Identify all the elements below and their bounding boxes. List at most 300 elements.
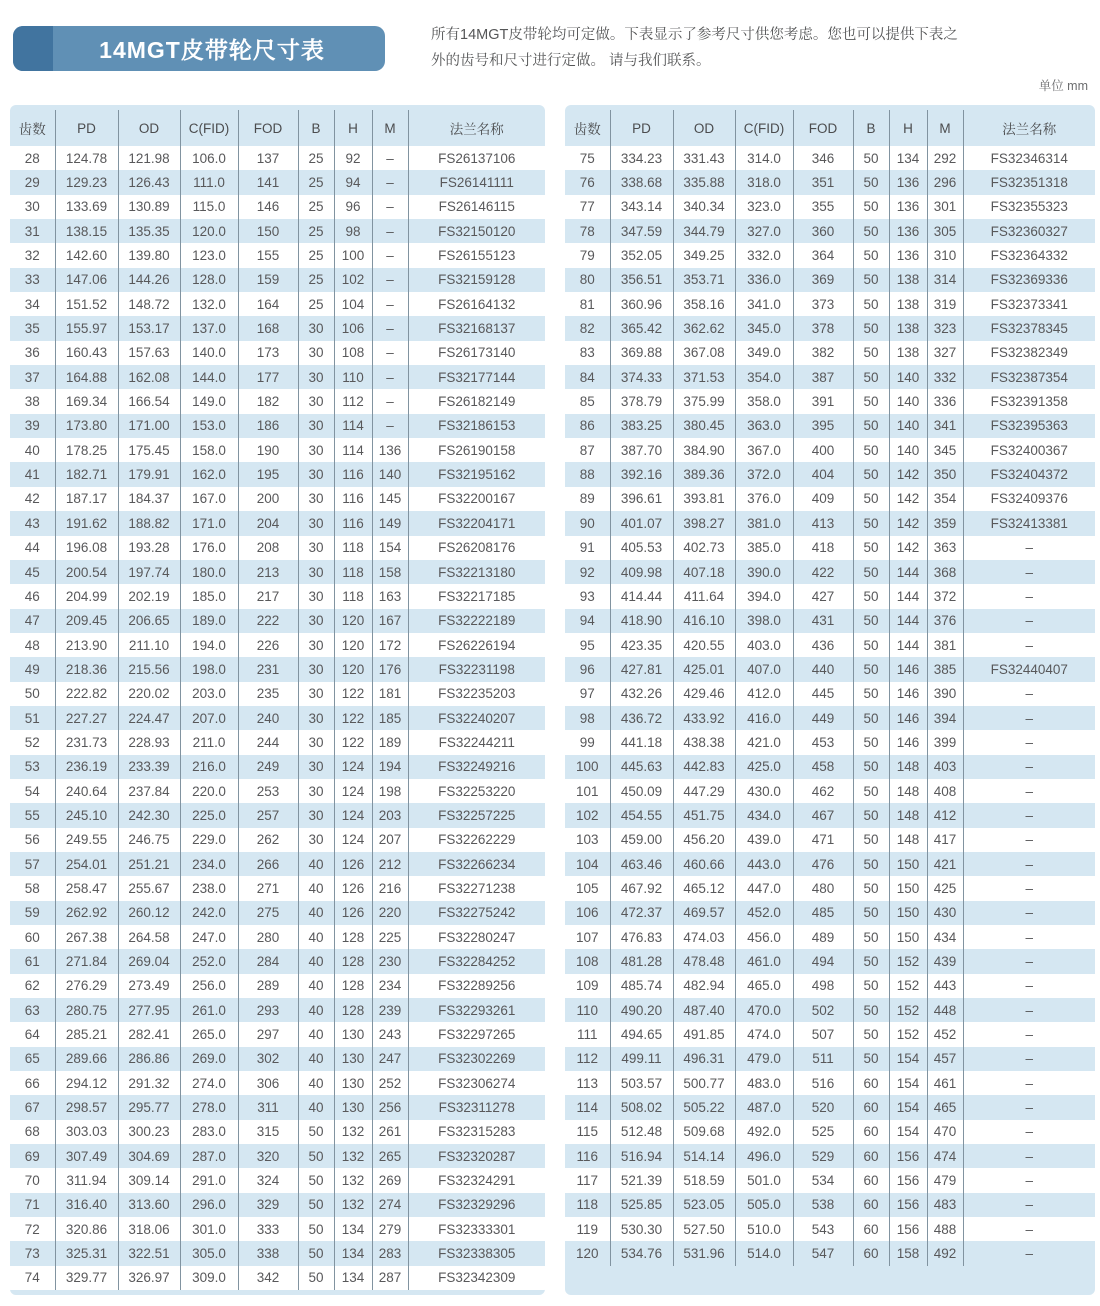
cell: 243 [372,1022,408,1046]
cell: – [372,268,408,292]
cell: 152 [889,949,927,973]
cell: 547 [793,1241,853,1265]
cell: FS32320287 [438,1148,516,1164]
unit-label: 单位 mm [1038,79,1088,93]
table-row [565,755,1095,779]
cell: 240 [238,706,298,730]
cell: 50 [853,146,889,170]
cell: 324 [238,1168,298,1192]
cell: 154 [889,1047,927,1071]
cell: 516 [793,1071,853,1095]
cell: 401.07 [610,511,673,535]
cell: 30 [298,438,334,462]
cell: 296 [927,170,963,194]
cell: 84 [565,365,610,389]
table-row [10,1095,545,1119]
cell: 158.0 [180,438,238,462]
cell: 492 [927,1241,963,1265]
cell: 37 [10,365,55,389]
cell: 200 [238,487,298,511]
cell: 376.0 [735,487,793,511]
cell: FS32369336 [990,272,1068,288]
cell: 70 [10,1168,55,1192]
cell: 543 [793,1217,853,1241]
table-row [10,341,545,365]
cell: FS26190158 [438,442,516,458]
cell: 108 [334,341,372,365]
cell: 258.47 [55,876,118,900]
cell: 262 [238,828,298,852]
cell: 215.56 [118,657,180,681]
cell: 204 [238,511,298,535]
cell: 178.25 [55,438,118,462]
table-row [565,462,1095,486]
cell: 172 [372,633,408,657]
cell: – [1025,759,1033,775]
cell: 186 [238,414,298,438]
cell: 91 [565,536,610,560]
cell: 152 [889,1022,927,1046]
cell: 123.0 [180,243,238,267]
cell: 456.20 [673,828,735,852]
cell: – [1025,710,1033,726]
cell: 332.0 [735,243,793,267]
cell: 508.02 [610,1095,673,1119]
cell: 25 [298,195,334,219]
cell: 134 [334,1217,372,1241]
cell: 98 [565,706,610,730]
cell: 372.0 [735,462,793,486]
cell: – [1025,1124,1033,1140]
cell: 402.73 [673,536,735,560]
table-row [565,730,1095,754]
cell: 216 [372,876,408,900]
column-header: PD [55,110,118,146]
cell: 353.71 [673,268,735,292]
table-row [565,438,1095,462]
cell: 43 [10,511,55,535]
table-row [10,1120,545,1144]
cell: 60 [853,1241,889,1265]
table-row [565,803,1095,827]
cell: FS26173140 [438,345,516,361]
cell: 425 [927,876,963,900]
cell: 438.38 [673,730,735,754]
cell: 50 [853,243,889,267]
cell: 50 [853,657,889,681]
table-row [10,292,545,316]
cell: 407.18 [673,560,735,584]
cell: 342 [238,1266,298,1290]
cell: 130 [334,1071,372,1095]
cell: 217 [238,584,298,608]
cell: 195 [238,462,298,486]
cell: 269.04 [118,949,180,973]
cell: 52 [10,730,55,754]
cell: – [1025,540,1033,556]
cell: 265 [372,1144,408,1168]
cell: 148 [889,803,927,827]
cell: 512.48 [610,1120,673,1144]
cell: 111.0 [180,170,238,194]
cell: 394 [927,706,963,730]
table-row [10,268,545,292]
cell: 60 [853,1071,889,1095]
cell: 126 [334,876,372,900]
cell: 25 [298,170,334,194]
cell: 398.27 [673,511,735,535]
cell: 352.05 [610,243,673,267]
column-header: B [853,110,889,146]
cell: 40 [298,949,334,973]
cell: FS32177144 [438,369,516,385]
cell: 316.40 [55,1193,118,1217]
cell: 518.59 [673,1168,735,1192]
cell: 382 [793,341,853,365]
table-row [10,949,545,973]
cell: 376 [927,609,963,633]
cell: 202.19 [118,584,180,608]
column-header: FOD [238,110,298,146]
cell: 358.16 [673,292,735,316]
cell: 121.98 [118,146,180,170]
cell: 50 [853,706,889,730]
cell: 283 [372,1241,408,1265]
table-row [10,536,545,560]
cell: 340.34 [673,195,735,219]
cell: 345 [927,438,963,462]
cell: 50 [853,925,889,949]
cell: 194.0 [180,633,238,657]
cell: 116 [334,511,372,535]
cell: 146 [889,730,927,754]
cell: 298.57 [55,1095,118,1119]
cell: 305 [927,219,963,243]
cell: 158 [889,1241,927,1265]
cell: 42 [10,487,55,511]
cell: 180.0 [180,560,238,584]
cell: 256.0 [180,974,238,998]
cell: 40 [298,876,334,900]
cell: 50 [853,560,889,584]
cell: 447.0 [735,876,793,900]
table-row [10,1022,545,1046]
table-row [10,998,545,1022]
cell: 502 [793,998,853,1022]
cell: 50 [853,682,889,706]
cell: 514.0 [735,1241,793,1265]
cell: 49 [10,657,55,681]
cell: 373 [793,292,853,316]
cell: 203 [372,803,408,827]
cell: 156 [889,1168,927,1192]
cell: – [1025,1075,1033,1091]
cell: 80 [565,268,610,292]
cell: 191.62 [55,511,118,535]
cell: 50 [853,341,889,365]
table-row [565,560,1095,584]
cell: 443.0 [735,852,793,876]
cell: 30 [10,195,55,219]
cell: 478.48 [673,949,735,973]
cell: FS26137106 [438,150,516,166]
cell: 503.57 [610,1071,673,1095]
cell: 73 [10,1241,55,1265]
cell: 453 [793,730,853,754]
cell: 134 [889,146,927,170]
cell: 120 [334,609,372,633]
cell: 237.84 [118,779,180,803]
cell: 436 [793,633,853,657]
cell: 189 [372,730,408,754]
cell: 114 [334,414,372,438]
cell: 499.11 [610,1047,673,1071]
cell: 481.28 [610,949,673,973]
cell: FS32355323 [990,199,1068,215]
cell: 320 [238,1144,298,1168]
cell: 105 [565,876,610,900]
table-row [10,730,545,754]
cell: – [1025,856,1033,872]
cell: 137 [238,146,298,170]
cell: – [372,414,408,438]
cell: – [1025,734,1033,750]
cell: 445 [793,682,853,706]
cell: 239 [372,998,408,1022]
cell: 249 [238,755,298,779]
cell: 40 [298,1095,334,1119]
cell: 483 [927,1193,963,1217]
cell: 385.0 [735,536,793,560]
table-row [565,268,1095,292]
cell: 50 [853,195,889,219]
table-row [10,146,545,170]
cell: 442.83 [673,755,735,779]
cell: 71 [10,1193,55,1217]
cell: FS32266234 [438,856,516,872]
cell: 104 [334,292,372,316]
cell: FS32306274 [438,1075,516,1091]
cell: 423.35 [610,633,673,657]
cell: 275 [238,901,298,925]
cell: 467.92 [610,876,673,900]
cell: 87 [565,438,610,462]
cell: – [372,219,408,243]
cell: – [1025,686,1033,702]
cell: 177 [238,365,298,389]
cell: 351 [793,170,853,194]
cell: 431 [793,609,853,633]
cell: 304.69 [118,1144,180,1168]
cell: – [1025,929,1033,945]
cell: 347.59 [610,219,673,243]
cell: 154 [889,1120,927,1144]
cell: FS26141111 [439,175,514,191]
cell: – [1025,1002,1033,1018]
cell: 50 [853,876,889,900]
cell: 421.0 [735,730,793,754]
cell: 206.65 [118,609,180,633]
cell: 474.03 [673,925,735,949]
cell: 306 [238,1071,298,1095]
cell: 162.08 [118,365,180,389]
table-row [565,389,1095,413]
cell: 538 [793,1193,853,1217]
cell: 30 [298,341,334,365]
cell: 30 [298,462,334,486]
cell: 411.64 [673,584,735,608]
cell: 434 [927,925,963,949]
cell: 39 [10,414,55,438]
table-row [565,365,1095,389]
cell: 164 [238,292,298,316]
cell: 40 [298,1047,334,1071]
cell: 156 [889,1217,927,1241]
cell: FS32404372 [990,467,1068,483]
cell: 140 [889,438,927,462]
cell: – [1025,637,1033,653]
cell: 60 [10,925,55,949]
cell: 309.14 [118,1168,180,1192]
cell: 112 [334,389,372,413]
table-row [565,1120,1095,1144]
cell: 50 [853,803,889,827]
cell: FS32284252 [438,954,516,970]
table-row [565,949,1095,973]
cell: 97 [565,682,610,706]
cell: 171.0 [180,511,238,535]
cell: 30 [298,609,334,633]
cell: 50 [298,1193,334,1217]
cell: 65 [10,1047,55,1071]
cell: 220.02 [118,682,180,706]
cell: 278.0 [180,1095,238,1119]
cell: FS32378345 [990,321,1068,337]
cell: 432.26 [610,682,673,706]
cell: 132.0 [180,292,238,316]
cell: 414.44 [610,584,673,608]
cell: 40 [298,852,334,876]
cell: FS32150120 [438,223,516,239]
cell: 120.0 [180,219,238,243]
cell: 338 [238,1241,298,1265]
cell: FS32204171 [438,515,516,531]
cell: 144 [889,633,927,657]
cell: 439 [927,949,963,973]
cell: 394.0 [735,584,793,608]
cell: 294.12 [55,1071,118,1095]
cell: 496.31 [673,1047,735,1071]
cell: FS32395363 [990,418,1068,434]
cell: 124.78 [55,146,118,170]
table-row [10,925,545,949]
table-row [565,682,1095,706]
cell: 98 [334,219,372,243]
cell: 534.76 [610,1241,673,1265]
table-row [10,438,545,462]
cell: 46 [10,584,55,608]
cell: 77 [565,195,610,219]
cell: 331.43 [673,146,735,170]
table-row [10,828,545,852]
cell: 490.20 [610,998,673,1022]
cell: 50 [853,511,889,535]
cell: 494 [793,949,853,973]
cell: 249.55 [55,828,118,852]
table-row [10,462,545,486]
cell: 346 [793,146,853,170]
cell: 474.0 [735,1022,793,1046]
cell: 115 [565,1120,610,1144]
column-header: OD [673,110,735,146]
cell: 135.35 [118,219,180,243]
cell: FS32186153 [438,418,516,434]
cell: 144 [889,609,927,633]
table-row [565,316,1095,340]
cell: 146 [889,682,927,706]
cell: 159 [238,268,298,292]
cell: 93 [565,584,610,608]
cell: 285.21 [55,1022,118,1046]
table-row [565,195,1095,219]
cell: 492.0 [735,1120,793,1144]
cell: FS32271238 [438,880,516,896]
cell: 262.92 [55,901,118,925]
cell: 40 [298,925,334,949]
cell: FS32195162 [438,467,516,483]
table-row [565,1217,1095,1241]
cell: FS32315283 [438,1124,516,1140]
table-row [10,195,545,219]
cell: FS32235203 [438,686,516,702]
cell: 381 [927,633,963,657]
cell: 138 [889,268,927,292]
cell: 327.0 [735,219,793,243]
cell: 509.68 [673,1120,735,1144]
cell: 227.27 [55,706,118,730]
cell: 50 [853,609,889,633]
cell: 491.85 [673,1022,735,1046]
cell: 362.62 [673,316,735,340]
cell: 301 [927,195,963,219]
cell: 144.0 [180,365,238,389]
cell: 171.00 [118,414,180,438]
right-table-panel [565,105,1095,1295]
cell: FS32351318 [990,175,1068,191]
cell: 476 [793,852,853,876]
cell: 29 [10,170,55,194]
cell: 173.80 [55,414,118,438]
table-row [565,1022,1095,1046]
cell: 75 [565,146,610,170]
cell: FS32440407 [990,661,1068,677]
cell: 293 [238,998,298,1022]
cell: 343.14 [610,195,673,219]
cell: 287.0 [180,1144,238,1168]
table-row [10,1071,545,1095]
cell: FS32302269 [438,1051,516,1067]
cell: 184.37 [118,487,180,511]
cell: 470.0 [735,998,793,1022]
cell: 246.75 [118,828,180,852]
cell: 368 [927,560,963,584]
cell: 132 [334,1120,372,1144]
cell: 188.82 [118,511,180,535]
cell: FS32409376 [990,491,1068,507]
cell: FS32329296 [438,1197,516,1213]
cell: 89 [565,487,610,511]
cell: 150 [238,219,298,243]
